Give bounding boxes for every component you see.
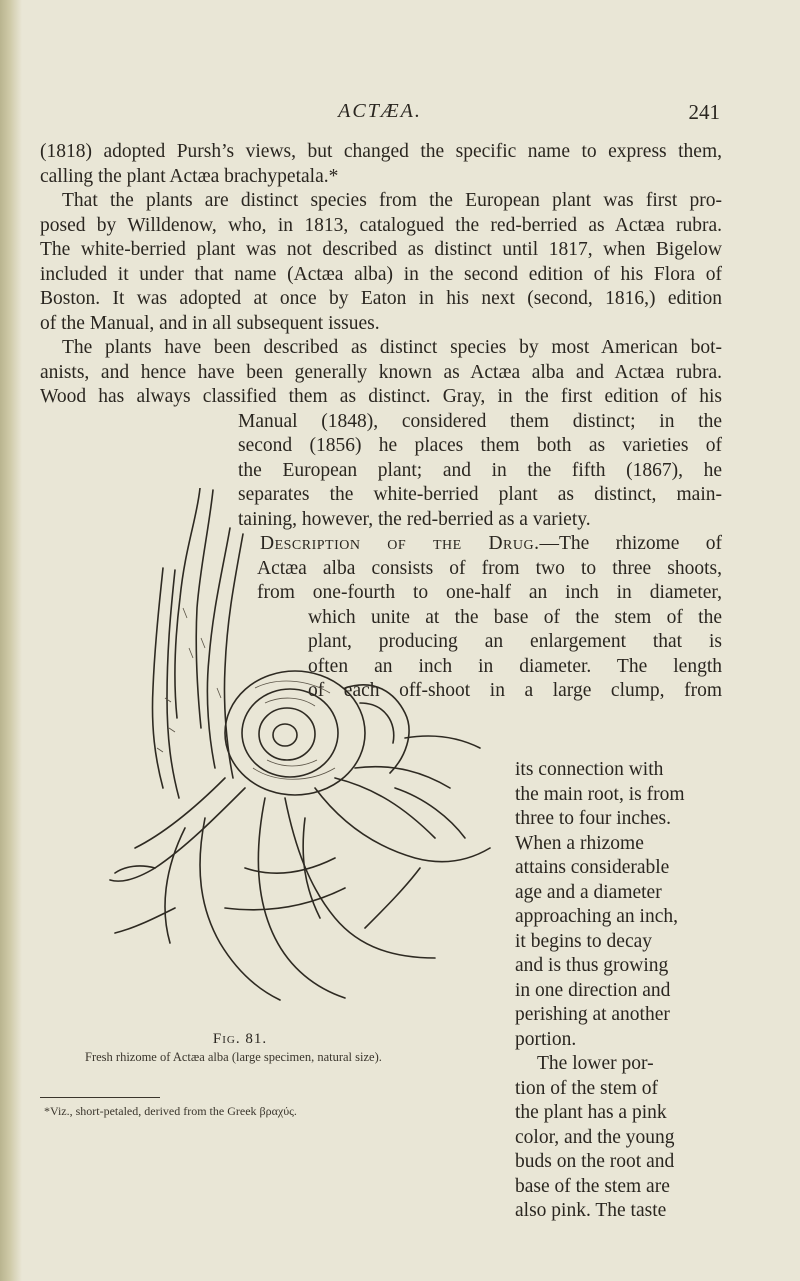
figure-label: Fig. 81.	[212, 1031, 268, 1047]
text-line: the main root, is from	[515, 783, 685, 805]
text-line: base of the stem are	[515, 1175, 670, 1197]
text-line: the plant has a pink	[515, 1102, 667, 1123]
text-line: When a rhizome	[515, 832, 644, 854]
text-line: approaching an inch,	[515, 906, 678, 927]
wrapped-text	[515, 758, 722, 1224]
text-line: separates the white-berried plant as distinct, main-	[238, 484, 722, 505]
text-line: its connection with	[515, 759, 664, 780]
text-line: The lower por-	[537, 1053, 654, 1074]
section-heading: Description of the Drug.	[260, 533, 540, 554]
text-line: The white-berried plant was not described as distinct until 1817, when Bigelow	[40, 239, 722, 260]
text-line: which unite at the base of the stem of the	[308, 606, 722, 628]
text-line: The plants have been described as distinct species by most American bot-	[62, 337, 722, 358]
page-edge	[0, 0, 22, 1281]
footnote-rule	[40, 1097, 160, 1098]
text-line: plant, producing an enlargement that is	[308, 631, 722, 652]
text-line: in one direction and	[515, 979, 671, 1001]
text-line: anists, and hence have been generally known as Actæa alba and Actæa rubra.	[40, 361, 722, 383]
text-line: included it under that name (Actæa alba) in the second edition of his Flora of	[40, 263, 722, 285]
text-line: second (1856) he places them both as varieties of	[238, 435, 722, 456]
page-number: 241	[688, 100, 720, 124]
text-line: and is thus growing	[515, 955, 669, 976]
text-line: calling the plant Actæa brachypetala.*	[40, 165, 339, 187]
rhizome-illustration	[105, 488, 505, 1008]
text-line: often an inch in diameter. The length	[308, 655, 722, 677]
text-line: it begins to decay	[515, 930, 653, 952]
text-line: age and a diameter	[515, 881, 662, 903]
text-line: the European plant; and in the fifth (1867), he	[238, 459, 722, 481]
text-line: perishing at another	[515, 1004, 670, 1025]
text-line: from one-fourth to one-half an inch in diameter,	[257, 582, 722, 603]
header-title: ACTÆA.	[338, 100, 422, 122]
text-line: posed by Willdenow, who, in 1813, catalogued the red-berried as Actæa rubra.	[40, 214, 722, 236]
text-line: That the plants are distinct species from the European plant was first pro-	[62, 190, 722, 211]
text-line: buds on the root and	[515, 1151, 675, 1172]
text-line: Actæa alba consists of from two to three shoots,	[257, 557, 722, 579]
text-line: Boston. It was adopted at once by Eaton in his next (second, 1816,) edition	[40, 288, 722, 309]
rhizome-drawing	[105, 488, 505, 1008]
text-line: attains considerable	[515, 857, 670, 878]
text-line: Manual (1848), considered them distinct; in the	[238, 410, 722, 432]
text-line: Wood has always classified them as distinct. Gray, in the first edition of his	[40, 386, 722, 407]
running-head	[40, 100, 720, 130]
text-line: (1818) adopted Pursh’s views, but changed the specific name to express them,	[40, 141, 722, 162]
text-line: also pink. The taste	[515, 1200, 667, 1221]
text-line: of each off-shoot in a large clump, from	[308, 680, 722, 701]
text-fragment: —The rhizome of	[539, 533, 722, 554]
footnote: *Viz., short-petaled, derived from the Greek βραχύς.	[44, 1104, 297, 1118]
text-line: taining, however, the red-berried as a variety.	[238, 508, 591, 530]
text-line: of the Manual, and in all subsequent issues.	[40, 312, 380, 334]
text-line: tion of the stem of	[515, 1077, 658, 1099]
text-line: portion.	[515, 1028, 577, 1050]
text-line: three to four inches.	[515, 808, 671, 829]
figure-caption: Fresh rhizome of Actæa alba (large specimen, natural size).	[85, 1050, 382, 1064]
text-line: color, and the young	[515, 1126, 675, 1148]
